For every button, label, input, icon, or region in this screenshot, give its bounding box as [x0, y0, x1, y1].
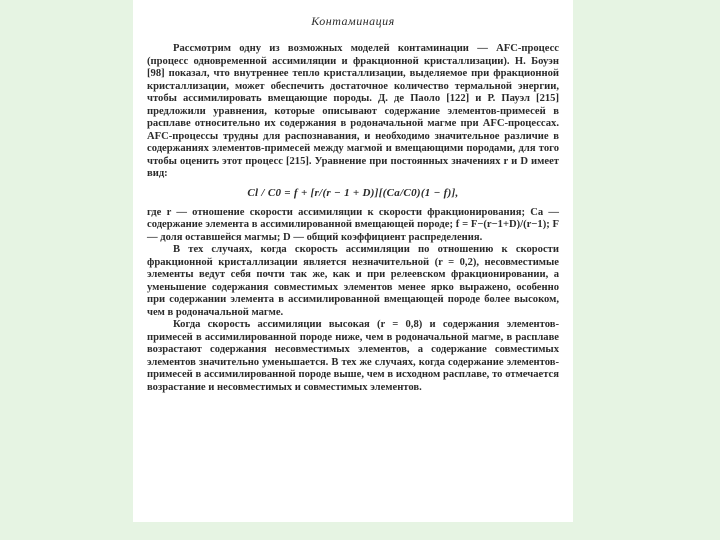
document-page — [133, 0, 573, 522]
afc-equation: Cl / C0 = f + [r/(r − 1 + D)][(Ca/C0)(1 − f)], — [247, 186, 459, 199]
intro-paragraph: Рассмотрим одну из возможных моделей контаминации — AFC-процесс (процесс одновременной ассимиляции и фракционной кристаллизации). Н. Боуэн [98] показал, что внутреннее тепло кристаллизации, выделяемое при фракционной кристаллизации, может обеспечить достаточное количество термальной энергии, чтобы ассимилировать вмещающие породы. Д. де Паоло [122] и Р. Пауэл [215] предложили уравнения, которые описывают содержание элементов-примесей в расплаве относительно их содержания в родоначальной магме при AFC-процессах. AFC-процессы трудны для распознавания, и необходимо значительное различие в содержаниях элементов-примесей между магмой и вмещающими породами, для того чтобы оценить этот процесс [215]. Уравнение при постоянных значениях r и D имеет вид: — [147, 43, 559, 179]
definitions-paragraph: где r — отношение скорости ассимиляции к скорости фракционирования; Ca — содержание элемента в ассимилированной вмещающей породе; f = F−(r−1+D)/(r−1); F — доля оставшейся магмы; D — общий коэффициент распределения. — [147, 206, 559, 243]
low-assimilation-paragraph: В тех случаях, когда скорость ассимиляции по отношению к скорости фракционной кристаллизации является незначительной (r = 0,2), несовместимые элементы ведут себя почти так же, как и при релеевском фракционировании, а уменьшение содержания совместимых элементов менее ярко выражено, особенно при содержании элемента в ассимилированной вмещающей породе более высоком, чем в родоначальной магме. — [147, 244, 559, 318]
page-title: Контаминация — [311, 14, 395, 28]
high-assimilation-paragraph: Когда скорость ассимиляции высокая (r = 0,8) и содержания элементов-примесей в ассимилированной породе ниже, чем в родоначальной магме, в расплаве возрастают содержания несовместимых элементов, а содержание совместимых элементов значительно уменьшается. В тех же случаях, когда содержание элементов-примесей в ассимилированной породе выше, чем в исходном расплаве, то отмечается возрастание и несовместимых и совместимых элементов. — [147, 319, 559, 393]
